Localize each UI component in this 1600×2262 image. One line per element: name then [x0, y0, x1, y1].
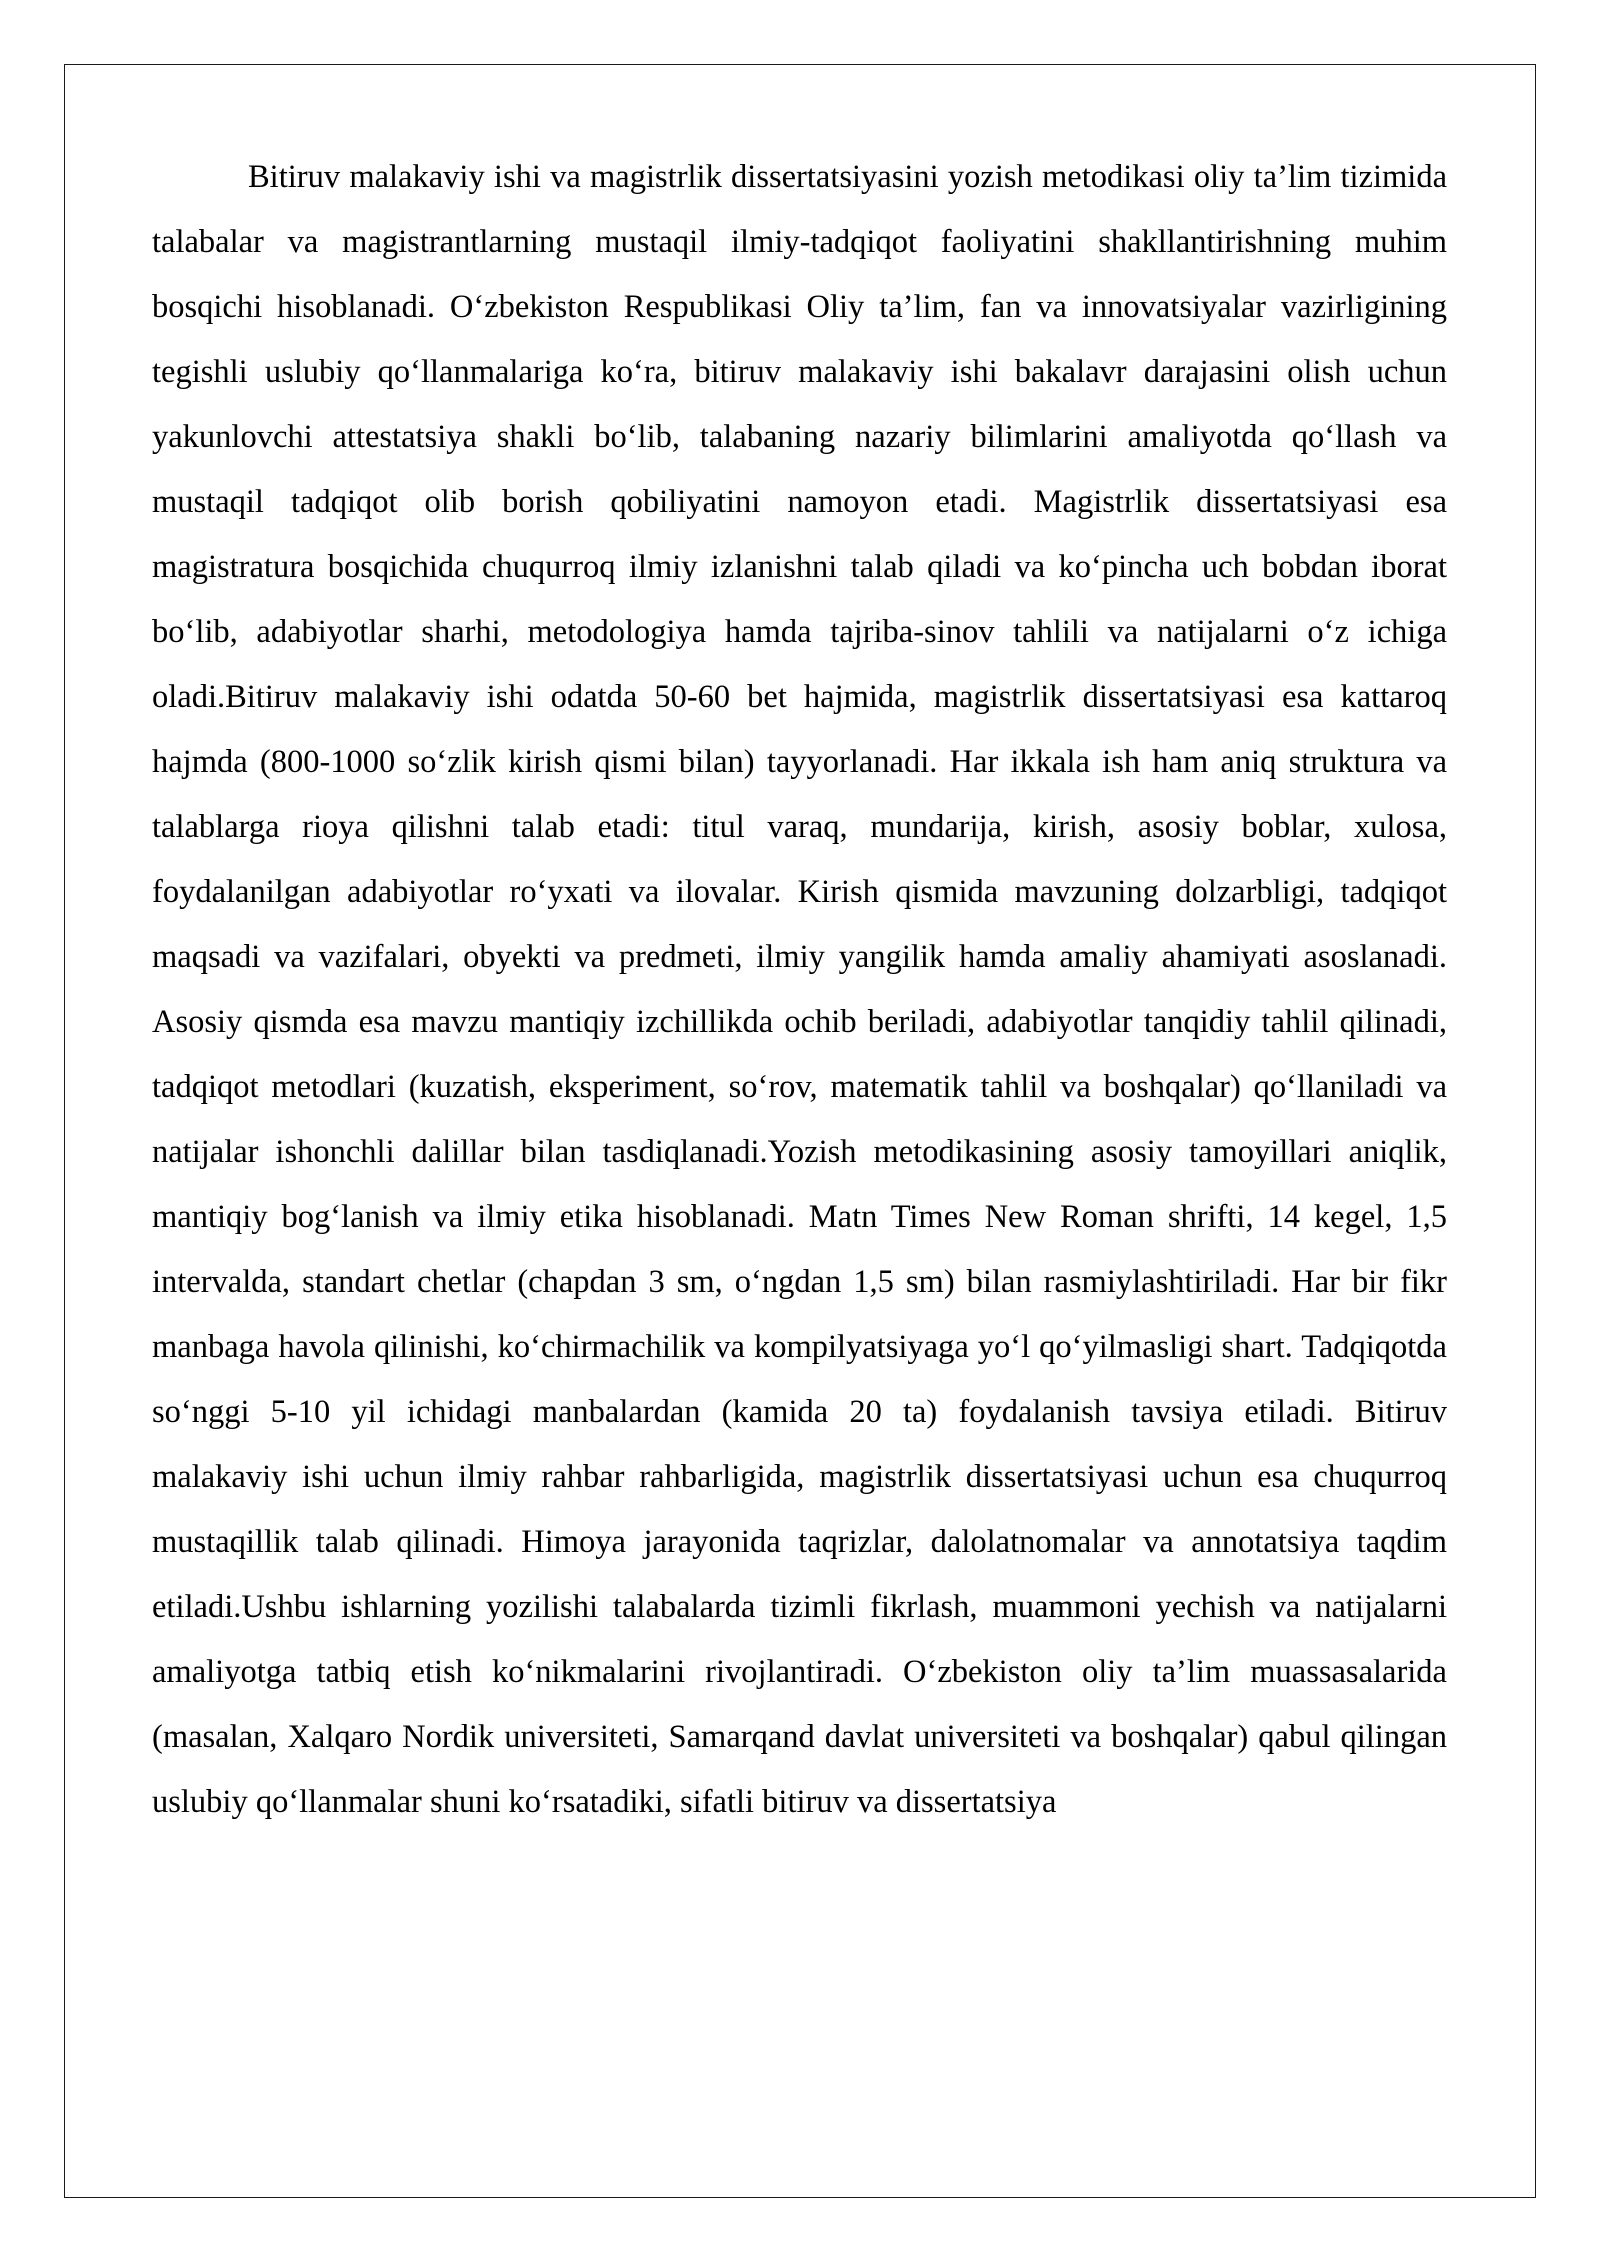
document-body — [152, 145, 1447, 1835]
body-paragraph: Bitiruv malakaviy ishi va magistrlik dissertatsiyasini yozish metodikasi oliy ta’lim tizimida talabalar va magistrantlarning mustaqil ilmiy-tadqiqot faoliyatini shakllantirishning muhim bosqichi hisoblanadi. O‘zbekiston Respublikasi Oliy ta’lim, fan va innovatsiyalar vazirligining tegishli uslubiy qo‘llanmalariga ko‘ra, bitiruv malakaviy ishi bakalavr darajasini olish uchun yakunlovchi attestatsiya shakli bo‘lib, talabaning nazariy bilimlarini amaliyotda qo‘llash va mustaqil tadqiqot olib borish qobiliyatini namoyon etadi. Magistrlik dissertatsiyasi esa magistratura bosqichida chuqurroq ilmiy izlanishni talab qiladi va ko‘pincha uch bobdan iborat bo‘lib, adabiyotlar sharhi, metodologiya hamda tajriba-sinov tahlili va natijalarni o‘z ichiga oladi.Bitiruv malakaviy ishi odatda 50-60 bet hajmida, magistrlik dissertatsiyasi esa kattaroq hajmda (800-1000 so‘zlik kirish qismi bilan) tayyorlanadi. Har ikkala ish ham aniq struktura va talablarga rioya qilishni talab etadi: titul varaq, mundarija, kirish, asosiy boblar, xulosa, foydalanilgan adabiyotlar ro‘yxati va ilovalar. Kirish qismida mavzuning dolzarbligi, tadqiqot maqsadi va vazifalari, obyekti va predmeti, ilmiy yangilik hamda amaliy ahamiyati asoslanadi. Asosiy qismda esa mavzu mantiqiy izchillikda ochib beriladi, adabiyotlar tanqidiy tahlil qilinadi, tadqiqot metodlari (kuzatish, eksperiment, so‘rov, matematik tahlil va boshqalar) qo‘llaniladi va natijalar ishonchli dalillar bilan tasdiqlanadi.Yozish metodikasining asosiy tamoyillari aniqlik, mantiqiy bog‘lanish va ilmiy etika hisoblanadi. Matn Times New Roman shrifti, 14 kegel, 1,5 intervalda, standart chetlar (chapdan 3 sm, o‘ngdan 1,5 sm) bilan rasmiylashtiriladi. Har bir fikr manbaga havola qilinishi, ko‘chirmachilik va kompilyatsiyaga yo‘l qo‘yilmasligi shart. Tadqiqotda so‘nggi 5-10 yil ichidagi manbalardan (kamida 20 ta) foydalanish tavsiya etiladi. Bitiruv malakaviy ishi uchun ilmiy rahbar rahbarligida, magistrlik dissertatsiyasi uchun esa chuqurroq mustaqillik talab qilinadi. Himoya jarayonida taqrizlar, dalolatnomalar va annotatsiya taqdim etiladi.Ushbu ishlarning yozilishi talabalarda tizimli fikrlash, muammoni yechish va natijalarni amaliyotga tatbiq etish ko‘nikmalarini rivojlantiradi. O‘zbekiston oliy ta’lim muassasalarida (masalan, Xalqaro Nordik universiteti, Samarqand davlat universiteti va boshqalar) qabul qilingan uslubiy qo‘llanmalar shuni ko‘rsatadiki, sifatli bitiruv va dissertatsiya — [152, 159, 1447, 1820]
